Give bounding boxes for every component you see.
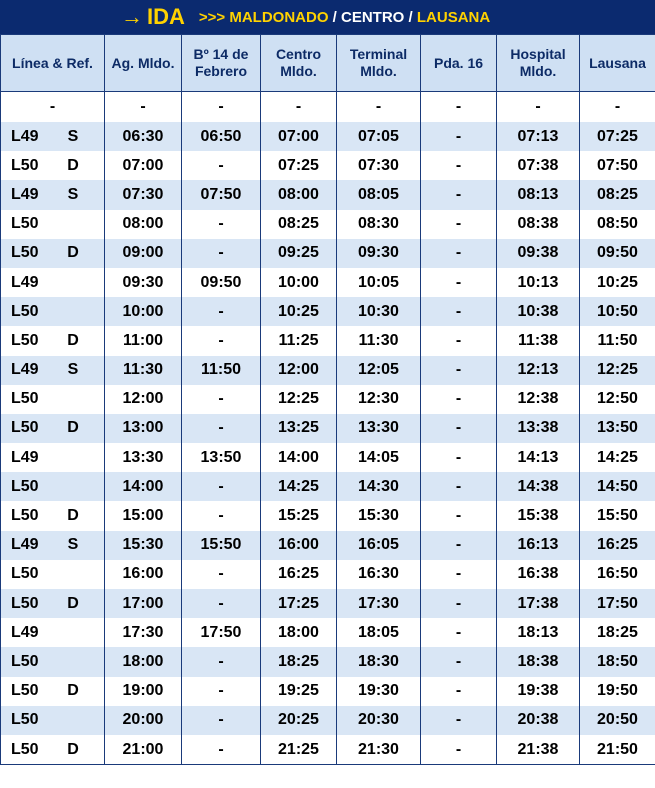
time-cell: -: [182, 297, 261, 326]
time-cell: 08:25: [261, 210, 337, 239]
ref-code: D: [67, 507, 79, 525]
time-cell: 20:25: [261, 706, 337, 735]
time-cell: -: [421, 443, 497, 472]
time-cell: 08:13: [497, 180, 580, 209]
time-cell: 17:38: [497, 589, 580, 618]
table-row: [1, 443, 655, 472]
time-cell: 07:38: [497, 151, 580, 180]
time-cell: 11:30: [337, 326, 421, 355]
table-row: [1, 414, 655, 443]
time-cell: -: [182, 151, 261, 180]
time-cell: 19:30: [337, 677, 421, 706]
time-cell: 07:13: [497, 122, 580, 151]
table-cell: -: [580, 92, 655, 123]
time-cell: 17:30: [337, 589, 421, 618]
line-number: L50: [11, 565, 39, 583]
line-ref-cell: [1, 531, 105, 560]
time-cell: 14:05: [337, 443, 421, 472]
table-row: [1, 268, 655, 297]
line-number: L50: [11, 507, 39, 525]
route-stop-1: MALDONADO: [229, 8, 329, 26]
blank-row: [1, 92, 655, 123]
time-cell: -: [182, 589, 261, 618]
time-cell: 17:00: [105, 589, 182, 618]
time-cell: 20:50: [580, 706, 655, 735]
time-cell: -: [182, 210, 261, 239]
time-cell: 18:05: [337, 618, 421, 647]
table-row: [1, 735, 655, 765]
time-cell: -: [182, 560, 261, 589]
line-ref-cell: [1, 268, 105, 297]
table-row: [1, 531, 655, 560]
time-cell: 07:25: [580, 122, 655, 151]
time-cell: 17:30: [105, 618, 182, 647]
time-cell: -: [182, 414, 261, 443]
time-cell: 21:50: [580, 735, 655, 765]
time-cell: 21:30: [337, 735, 421, 765]
line-ref-cell: [1, 385, 105, 414]
time-cell: -: [421, 472, 497, 501]
ref-code: D: [67, 594, 79, 612]
time-cell: 16:30: [337, 560, 421, 589]
time-cell: 17:50: [580, 589, 655, 618]
time-cell: -: [421, 647, 497, 676]
line-ref-cell: [1, 647, 105, 676]
time-cell: -: [182, 239, 261, 268]
time-cell: 07:00: [261, 122, 337, 151]
time-cell: 12:38: [497, 385, 580, 414]
line-number: L49: [11, 273, 39, 291]
ref-code: D: [67, 419, 79, 437]
time-cell: 16:05: [337, 531, 421, 560]
time-cell: 14:00: [105, 472, 182, 501]
timetable-body: [1, 92, 655, 765]
time-cell: 14:30: [337, 472, 421, 501]
table-cell: -: [421, 92, 497, 123]
arrow-right-icon: →: [121, 4, 143, 29]
time-cell: 08:38: [497, 210, 580, 239]
col-header-b14-febrero: Bº 14 de Febrero: [182, 35, 261, 92]
line-ref-cell: [1, 151, 105, 180]
line-number: L50: [11, 215, 39, 233]
line-ref-cell: [1, 326, 105, 355]
time-cell: 15:50: [182, 531, 261, 560]
line-ref-cell: [1, 356, 105, 385]
col-header-pda16: Pda. 16: [421, 35, 497, 92]
line-ref-cell: [1, 122, 105, 151]
time-cell: 10:50: [580, 297, 655, 326]
time-cell: 12:30: [337, 385, 421, 414]
table-cell: -: [497, 92, 580, 123]
time-cell: 09:50: [580, 239, 655, 268]
line-number: L49: [11, 185, 39, 203]
time-cell: -: [421, 151, 497, 180]
direction-label: IDA: [147, 4, 185, 29]
table-row: [1, 589, 655, 618]
time-cell: 07:50: [182, 180, 261, 209]
time-cell: -: [421, 560, 497, 589]
time-cell: 08:05: [337, 180, 421, 209]
time-cell: 21:25: [261, 735, 337, 765]
time-cell: 08:00: [261, 180, 337, 209]
time-cell: 09:50: [182, 268, 261, 297]
time-cell: 14:38: [497, 472, 580, 501]
time-cell: 09:30: [337, 239, 421, 268]
line-ref-cell: [1, 706, 105, 735]
time-cell: 12:00: [261, 356, 337, 385]
time-cell: -: [182, 677, 261, 706]
time-cell: -: [421, 501, 497, 530]
route-separator: /: [332, 8, 337, 26]
time-cell: 13:30: [337, 414, 421, 443]
route-stop-3: LAUSANA: [416, 8, 491, 26]
time-cell: -: [421, 122, 497, 151]
table-row: [1, 122, 655, 151]
time-cell: 18:30: [337, 647, 421, 676]
ref-code: S: [67, 127, 79, 145]
time-cell: 18:00: [105, 647, 182, 676]
line-number: L50: [11, 156, 39, 174]
line-number: L50: [11, 244, 39, 262]
route-prefix: >>>: [198, 8, 226, 26]
route-title: [199, 9, 490, 26]
time-cell: 17:50: [182, 618, 261, 647]
col-header-line: Línea & Ref.: [1, 35, 105, 92]
time-cell: -: [182, 735, 261, 765]
time-cell: 13:30: [105, 443, 182, 472]
time-cell: 19:25: [261, 677, 337, 706]
table-cell: -: [261, 92, 337, 123]
route-separator: /: [408, 8, 413, 26]
line-ref-cell: [1, 618, 105, 647]
ref-code: D: [67, 156, 79, 174]
time-cell: 06:50: [182, 122, 261, 151]
time-cell: -: [182, 385, 261, 414]
ref-code: D: [67, 244, 79, 262]
time-cell: 10:05: [337, 268, 421, 297]
time-cell: 14:50: [580, 472, 655, 501]
time-cell: 09:25: [261, 239, 337, 268]
time-cell: 19:00: [105, 677, 182, 706]
time-cell: 18:13: [497, 618, 580, 647]
line-number: L50: [11, 594, 39, 612]
time-cell: 16:13: [497, 531, 580, 560]
line-ref-cell: [1, 443, 105, 472]
line-ref-cell: [1, 180, 105, 209]
time-cell: 07:50: [580, 151, 655, 180]
time-cell: 14:25: [580, 443, 655, 472]
line-number: L49: [11, 623, 39, 641]
time-cell: 10:00: [261, 268, 337, 297]
time-cell: 18:50: [580, 647, 655, 676]
time-cell: 15:25: [261, 501, 337, 530]
table-cell: -: [105, 92, 182, 123]
time-cell: 07:00: [105, 151, 182, 180]
table-row: [1, 647, 655, 676]
time-cell: -: [421, 414, 497, 443]
time-cell: 16:25: [261, 560, 337, 589]
time-cell: 13:50: [182, 443, 261, 472]
time-cell: 09:38: [497, 239, 580, 268]
time-cell: 09:00: [105, 239, 182, 268]
line-ref-cell: [1, 677, 105, 706]
time-cell: 08:30: [337, 210, 421, 239]
time-cell: 15:50: [580, 501, 655, 530]
line-ref-cell: [1, 735, 105, 765]
time-cell: -: [421, 589, 497, 618]
line-number: L50: [11, 682, 39, 700]
time-cell: 14:00: [261, 443, 337, 472]
col-header-ag-mldo: Ag. Mldo.: [105, 35, 182, 92]
time-cell: 16:38: [497, 560, 580, 589]
time-cell: 12:05: [337, 356, 421, 385]
table-row: [1, 210, 655, 239]
time-cell: -: [421, 706, 497, 735]
time-cell: 15:38: [497, 501, 580, 530]
line-ref-cell: [1, 414, 105, 443]
line-number: L50: [11, 390, 39, 408]
line-number: L49: [11, 127, 39, 145]
table-row: [1, 472, 655, 501]
line-ref-cell: [1, 210, 105, 239]
time-cell: 07:30: [105, 180, 182, 209]
time-cell: 16:25: [580, 531, 655, 560]
time-cell: 08:25: [580, 180, 655, 209]
time-cell: 20:30: [337, 706, 421, 735]
time-cell: 18:25: [580, 618, 655, 647]
table-cell: -: [1, 92, 105, 123]
time-cell: 12:00: [105, 385, 182, 414]
line-number: L50: [11, 652, 39, 670]
time-cell: 15:00: [105, 501, 182, 530]
ref-code: D: [67, 682, 79, 700]
header-row: [1, 35, 655, 92]
ref-code: S: [67, 361, 79, 379]
time-cell: 14:13: [497, 443, 580, 472]
time-cell: 08:00: [105, 210, 182, 239]
time-cell: 15:30: [105, 531, 182, 560]
line-number: L50: [11, 331, 39, 349]
time-cell: 10:13: [497, 268, 580, 297]
table-row: [1, 151, 655, 180]
time-cell: 21:00: [105, 735, 182, 765]
time-cell: -: [421, 735, 497, 765]
time-cell: 13:00: [105, 414, 182, 443]
time-cell: 16:00: [261, 531, 337, 560]
time-cell: -: [421, 385, 497, 414]
table-row: [1, 180, 655, 209]
time-cell: -: [182, 706, 261, 735]
time-cell: -: [421, 618, 497, 647]
line-number: L50: [11, 740, 39, 758]
time-cell: 20:38: [497, 706, 580, 735]
route-stop-2: CENTRO: [341, 8, 405, 26]
line-number: L50: [11, 477, 39, 495]
time-cell: -: [421, 210, 497, 239]
time-cell: 13:50: [580, 414, 655, 443]
line-ref-cell: [1, 589, 105, 618]
time-cell: 11:00: [105, 326, 182, 355]
ref-code: S: [67, 536, 79, 554]
ref-code: D: [67, 331, 79, 349]
time-cell: 16:00: [105, 560, 182, 589]
table-row: [1, 501, 655, 530]
line-ref-cell: [1, 297, 105, 326]
time-cell: 10:25: [261, 297, 337, 326]
time-cell: 06:30: [105, 122, 182, 151]
time-cell: 15:30: [337, 501, 421, 530]
ref-code: D: [67, 740, 79, 758]
time-cell: 10:30: [337, 297, 421, 326]
time-cell: 11:50: [182, 356, 261, 385]
time-cell: 19:38: [497, 677, 580, 706]
time-cell: 11:30: [105, 356, 182, 385]
time-cell: 19:50: [580, 677, 655, 706]
table-row: [1, 706, 655, 735]
table-cell: -: [337, 92, 421, 123]
time-cell: -: [421, 677, 497, 706]
line-ref-cell: [1, 501, 105, 530]
time-cell: 10:25: [580, 268, 655, 297]
time-cell: -: [182, 326, 261, 355]
time-cell: -: [182, 501, 261, 530]
col-header-hospital: Hospital Mldo.: [497, 35, 580, 92]
time-cell: 12:25: [261, 385, 337, 414]
line-ref-cell: [1, 472, 105, 501]
line-number: L50: [11, 711, 39, 729]
line-number: L49: [11, 361, 39, 379]
time-cell: -: [421, 239, 497, 268]
time-cell: 18:00: [261, 618, 337, 647]
table-row: [1, 560, 655, 589]
time-cell: 07:25: [261, 151, 337, 180]
time-cell: 07:05: [337, 122, 421, 151]
time-cell: -: [421, 326, 497, 355]
line-number: L50: [11, 302, 39, 320]
line-number: L50: [11, 419, 39, 437]
time-cell: 16:50: [580, 560, 655, 589]
col-header-terminal: Terminal Mldo.: [337, 35, 421, 92]
time-cell: 21:38: [497, 735, 580, 765]
time-cell: 12:13: [497, 356, 580, 385]
time-cell: -: [421, 356, 497, 385]
time-cell: 10:38: [497, 297, 580, 326]
table-row: [1, 326, 655, 355]
time-cell: 17:25: [261, 589, 337, 618]
time-cell: -: [421, 180, 497, 209]
time-cell: 10:00: [105, 297, 182, 326]
time-cell: 18:25: [261, 647, 337, 676]
time-cell: 20:00: [105, 706, 182, 735]
col-header-lausana: Lausana: [580, 35, 655, 92]
timetable: [0, 34, 655, 765]
time-cell: -: [421, 297, 497, 326]
time-cell: 08:50: [580, 210, 655, 239]
table-row: [1, 239, 655, 268]
table-row: [1, 677, 655, 706]
line-ref-cell: [1, 560, 105, 589]
time-cell: -: [421, 268, 497, 297]
ref-code: S: [67, 185, 79, 203]
time-cell: 12:25: [580, 356, 655, 385]
line-ref-cell: [1, 239, 105, 268]
table-row: [1, 385, 655, 414]
time-cell: -: [182, 472, 261, 501]
time-cell: -: [421, 531, 497, 560]
time-cell: 13:38: [497, 414, 580, 443]
table-row: [1, 297, 655, 326]
line-number: L49: [11, 536, 39, 554]
time-cell: 11:25: [261, 326, 337, 355]
line-number: L49: [11, 448, 39, 466]
time-cell: -: [182, 647, 261, 676]
table-row: [1, 356, 655, 385]
direction-banner: [0, 0, 655, 34]
time-cell: 11:50: [580, 326, 655, 355]
time-cell: 14:25: [261, 472, 337, 501]
time-cell: 13:25: [261, 414, 337, 443]
time-cell: 09:30: [105, 268, 182, 297]
table-cell: -: [182, 92, 261, 123]
time-cell: 12:50: [580, 385, 655, 414]
time-cell: 07:30: [337, 151, 421, 180]
table-row: [1, 618, 655, 647]
col-header-centro: Centro Mldo.: [261, 35, 337, 92]
time-cell: 18:38: [497, 647, 580, 676]
time-cell: 11:38: [497, 326, 580, 355]
